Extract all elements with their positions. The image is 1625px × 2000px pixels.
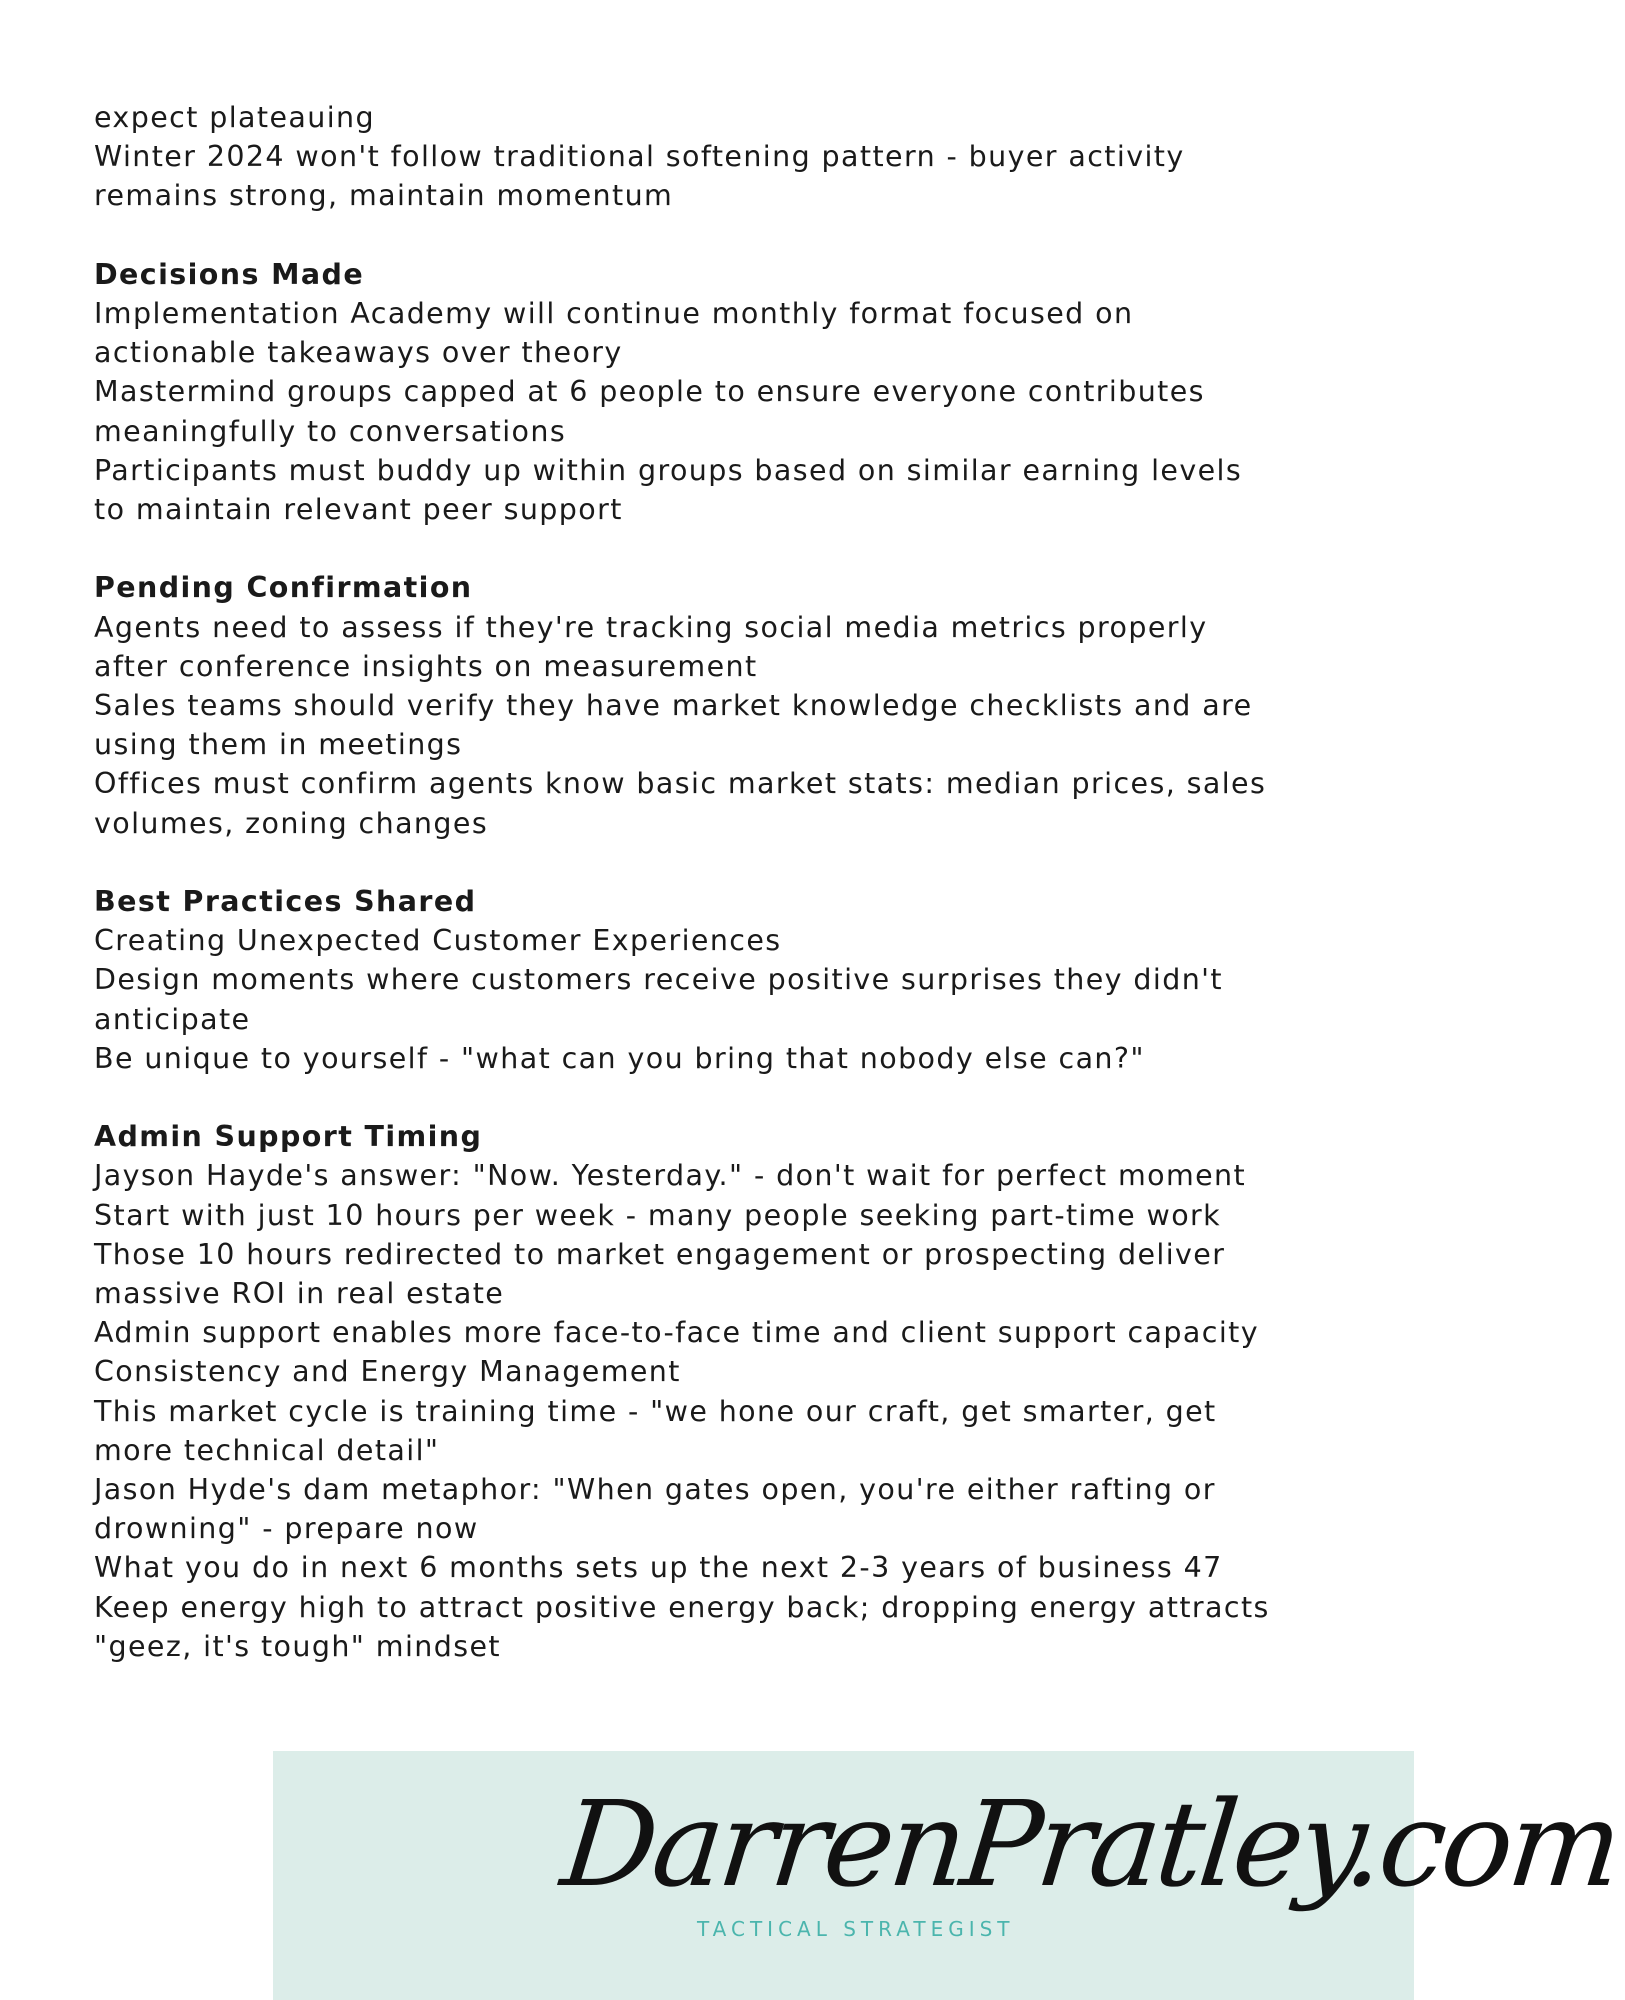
body-line: Creating Unexpected Customer Experiences [94,924,782,958]
section-admin-support-timing [94,1117,1334,1666]
body-line: Jayson Hayde's answer: "Now. Yesterday." - don't wait for perfect moment [94,1159,1247,1193]
section-best-practices [94,882,1334,1078]
body-line: Design moments where customers receive positive surprises they didn't [94,963,1223,997]
body-line: Offices must confirm agents know basic market stats: median prices, sales [94,767,1267,801]
logo-tagline: TACTICAL STRATEGIST [697,1917,1015,1941]
body-line: Sales teams should verify they have market knowledge checklists and are [94,689,1253,723]
body-line: Implementation Academy will continue monthly format focused on [94,297,1134,330]
body-line: What you do in next 6 months sets up the next 2-3 years of business 47 [94,1551,1223,1585]
document-body [94,98,1334,1666]
body-line: Jason Hyde's dam metaphor: "When gates open, you're either rafting or [94,1473,1216,1507]
body-line: Keep energy high to attract positive energy back; dropping energy attracts [94,1590,1270,1624]
section-heading: Decisions Made [94,257,365,291]
body-line: to maintain relevant peer support [94,493,623,527]
section-continuation [94,98,1334,216]
body-line: drowning" - prepare now [94,1512,479,1546]
body-line: Mastermind groups capped at 6 people to ensure everyone contributes [94,375,1205,409]
body-line: actionable takeaways over theory [94,336,623,370]
body-line: Consistency and Energy Management [94,1355,681,1389]
body-line: more technical detail" [94,1433,440,1467]
section-heading: Pending Confirmation [94,571,473,605]
body-line: anticipate [94,1002,251,1036]
footer-logo-band [273,1751,1625,2000]
body-line: "geez, it's tough" mindset [94,1629,501,1663]
section-pending-confirmation [94,568,1334,842]
body-line: using them in meetings [94,728,463,762]
body-line: Participants must buddy up within groups based on similar earning levels [94,453,1243,487]
section-decisions-made [94,255,1334,529]
body-line: Winter 2024 won't follow traditional softening pattern - buyer activity [94,140,1185,174]
body-line: expect plateauing [94,101,376,134]
body-line: meaningfully to conversations [94,414,567,448]
section-heading: Admin Support Timing [94,1120,483,1154]
body-line: Be unique to yourself - "what can you bring that nobody else can?" [94,1041,1145,1075]
body-line: Admin support enables more face-to-face time and client support capacity [94,1316,1259,1350]
section-heading: Best Practices Shared [94,885,477,919]
body-line: volumes, zoning changes [94,806,489,840]
body-line: remains strong, maintain momentum [94,179,674,213]
body-line: This market cycle is training time - "we hone our craft, get smarter, get [94,1394,1217,1428]
body-line: Start with just 10 hours per week - many people seeking part-time work [94,1198,1222,1232]
logo-wordmark: DarrenPratley.com [555,1775,1625,1913]
body-line: massive ROI in real estate [94,1277,505,1311]
body-line: Agents need to assess if they're tracking social media metrics properly [94,610,1208,644]
body-line: Those 10 hours redirected to market engagement or prospecting deliver [94,1237,1226,1271]
body-line: after conference insights on measurement [94,649,758,683]
